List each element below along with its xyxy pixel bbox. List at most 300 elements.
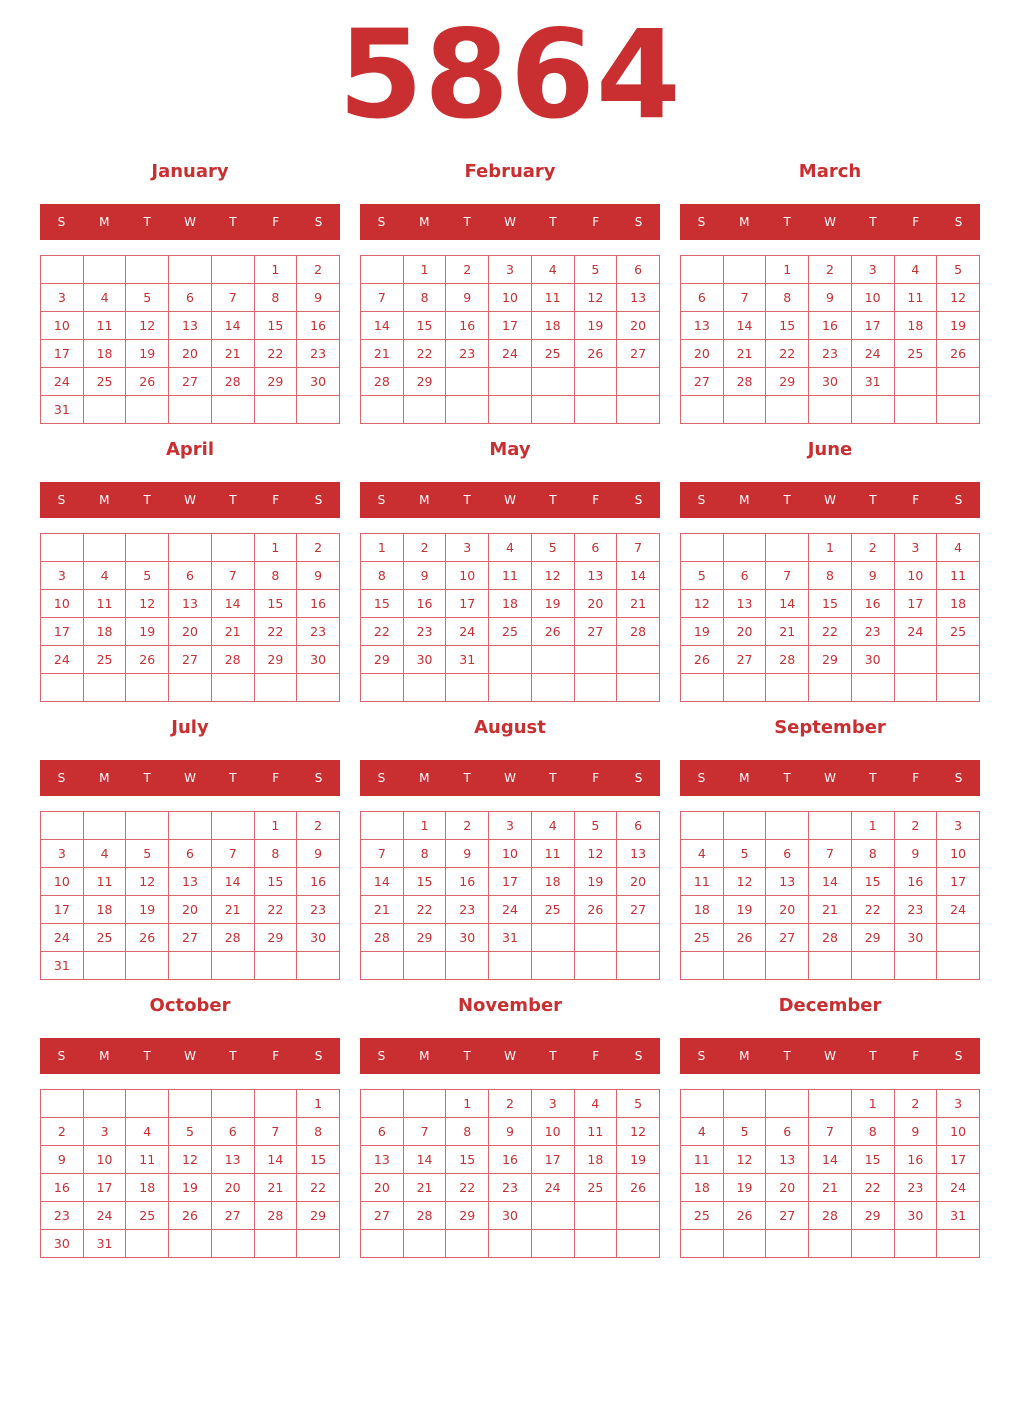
week-row: [41, 340, 340, 368]
day-cell: 26: [574, 340, 617, 368]
day-cell: 6: [169, 562, 212, 590]
weekday-label: F: [272, 215, 280, 229]
weekday-header: [360, 482, 660, 518]
day-cell: 2: [894, 812, 937, 840]
week-row: [681, 1174, 980, 1202]
week-row: [361, 1202, 660, 1230]
day-cell: [446, 952, 489, 980]
day-cell: [489, 1230, 532, 1258]
day-cell: 7: [361, 284, 404, 312]
day-cell: 29: [254, 924, 297, 952]
weekday-label: M: [99, 1049, 110, 1063]
day-cell: [297, 674, 340, 702]
weekday-header: [680, 482, 980, 518]
day-cell: [126, 1090, 169, 1118]
day-cell: 1: [851, 1090, 894, 1118]
day-cell: 19: [723, 1174, 766, 1202]
day-cell: 27: [766, 1202, 809, 1230]
day-cell: [83, 396, 126, 424]
day-cell: [361, 812, 404, 840]
day-cell: 7: [361, 840, 404, 868]
week-row: [361, 396, 660, 424]
day-cell: [361, 1230, 404, 1258]
day-cell: 9: [894, 840, 937, 868]
day-cell: [723, 812, 766, 840]
day-grid: [40, 255, 340, 424]
weekday-label: T: [869, 493, 877, 507]
day-cell: 9: [489, 1118, 532, 1146]
day-cell: [83, 674, 126, 702]
day-cell: [681, 952, 724, 980]
week-row: [681, 952, 980, 980]
day-cell: 8: [254, 840, 297, 868]
day-cell: 28: [723, 368, 766, 396]
day-cell: [126, 952, 169, 980]
month-name: December: [778, 995, 882, 1016]
day-cell: [937, 368, 980, 396]
week-row: [41, 1146, 340, 1174]
day-cell: [489, 952, 532, 980]
day-cell: 27: [169, 646, 212, 674]
day-cell: 7: [766, 562, 809, 590]
weekday-label: S: [314, 1049, 323, 1063]
weekday-label: W: [184, 1049, 196, 1063]
day-cell: [41, 674, 84, 702]
day-cell: 9: [297, 840, 340, 868]
day-cell: 3: [489, 812, 532, 840]
day-cell: 12: [574, 840, 617, 868]
weekday-label: F: [592, 493, 600, 507]
day-cell: [574, 1230, 617, 1258]
weekday-header: [360, 760, 660, 796]
day-cell: [574, 368, 617, 396]
month-name: October: [149, 995, 231, 1016]
weekday-label: S: [954, 215, 963, 229]
week-row: [681, 340, 980, 368]
day-cell: [126, 396, 169, 424]
weekday-label: M: [99, 215, 110, 229]
weekday-header: [40, 1038, 340, 1074]
day-cell: 31: [41, 952, 84, 980]
week-row: [41, 256, 340, 284]
weekday-label: S: [314, 771, 323, 785]
day-cell: 4: [531, 256, 574, 284]
day-cell: 22: [809, 618, 852, 646]
day-cell: 28: [361, 924, 404, 952]
day-cell: [41, 256, 84, 284]
weekday-label: F: [592, 1049, 600, 1063]
weekday-label: T: [549, 771, 557, 785]
weekday-label: T: [783, 215, 791, 229]
day-cell: 28: [403, 1202, 446, 1230]
weekday-header: [680, 760, 980, 796]
day-cell: 16: [403, 590, 446, 618]
month-name: February: [464, 161, 556, 182]
day-cell: 2: [297, 812, 340, 840]
day-cell: 31: [851, 368, 894, 396]
day-cell: [617, 368, 660, 396]
day-cell: 16: [446, 868, 489, 896]
day-grid: [360, 811, 660, 980]
day-cell: 29: [403, 924, 446, 952]
day-cell: [126, 674, 169, 702]
day-cell: [809, 674, 852, 702]
day-cell: 18: [681, 1174, 724, 1202]
day-cell: 27: [361, 1202, 404, 1230]
weekday-label: S: [697, 771, 706, 785]
day-grid: [360, 255, 660, 424]
day-grid: [680, 533, 980, 702]
day-cell: 28: [211, 924, 254, 952]
day-cell: 26: [681, 646, 724, 674]
weekday-label: T: [229, 215, 237, 229]
week-row: [681, 1202, 980, 1230]
day-cell: 16: [851, 590, 894, 618]
day-cell: 30: [809, 368, 852, 396]
day-cell: 4: [83, 840, 126, 868]
day-cell: 16: [894, 868, 937, 896]
day-cell: 26: [574, 896, 617, 924]
month-name: September: [774, 717, 886, 738]
day-cell: 26: [937, 340, 980, 368]
day-cell: [126, 812, 169, 840]
day-cell: 16: [894, 1146, 937, 1174]
weekday-label: T: [463, 771, 471, 785]
day-cell: 29: [766, 368, 809, 396]
day-cell: 30: [41, 1230, 84, 1258]
day-cell: 5: [531, 534, 574, 562]
day-cell: 28: [809, 1202, 852, 1230]
week-row: [361, 256, 660, 284]
week-row: [41, 812, 340, 840]
day-cell: [681, 674, 724, 702]
day-cell: 22: [446, 1174, 489, 1202]
week-row: [41, 312, 340, 340]
day-cell: [41, 1090, 84, 1118]
week-row: [361, 284, 660, 312]
day-cell: 23: [297, 896, 340, 924]
week-row: [681, 896, 980, 924]
day-cell: [574, 646, 617, 674]
day-cell: [361, 256, 404, 284]
day-cell: 26: [531, 618, 574, 646]
day-cell: [531, 646, 574, 674]
day-cell: 16: [809, 312, 852, 340]
week-row: [361, 534, 660, 562]
day-cell: 18: [894, 312, 937, 340]
weekday-label: T: [143, 215, 151, 229]
day-cell: 14: [211, 312, 254, 340]
day-cell: 8: [254, 562, 297, 590]
day-cell: 24: [83, 1202, 126, 1230]
day-cell: 24: [937, 1174, 980, 1202]
day-cell: 8: [403, 284, 446, 312]
day-cell: [809, 812, 852, 840]
day-cell: 23: [297, 618, 340, 646]
day-cell: [723, 674, 766, 702]
day-cell: [169, 534, 212, 562]
week-row: [681, 256, 980, 284]
day-cell: 8: [851, 1118, 894, 1146]
day-cell: 24: [489, 340, 532, 368]
day-cell: [617, 1230, 660, 1258]
day-cell: 23: [403, 618, 446, 646]
weekday-label: W: [184, 771, 196, 785]
weekday-label: S: [57, 493, 66, 507]
day-cell: 5: [723, 1118, 766, 1146]
day-cell: [766, 1090, 809, 1118]
weekday-label: F: [912, 771, 920, 785]
day-cell: 22: [254, 896, 297, 924]
day-cell: [446, 1230, 489, 1258]
day-cell: 31: [41, 396, 84, 424]
day-cell: 25: [83, 646, 126, 674]
day-cell: 10: [937, 1118, 980, 1146]
weekday-label: T: [143, 1049, 151, 1063]
day-cell: 6: [723, 562, 766, 590]
day-cell: 5: [937, 256, 980, 284]
day-cell: 14: [211, 868, 254, 896]
day-cell: [403, 1090, 446, 1118]
week-row: [681, 312, 980, 340]
day-cell: [766, 674, 809, 702]
day-cell: 21: [361, 896, 404, 924]
day-cell: [937, 952, 980, 980]
day-cell: [169, 1230, 212, 1258]
week-row: [41, 618, 340, 646]
day-cell: 20: [574, 590, 617, 618]
day-cell: [169, 674, 212, 702]
week-row: [681, 1230, 980, 1258]
day-cell: 4: [681, 840, 724, 868]
week-row: [681, 812, 980, 840]
day-cell: 19: [723, 896, 766, 924]
day-cell: [766, 534, 809, 562]
weekday-header: [40, 482, 340, 518]
day-cell: 17: [41, 896, 84, 924]
day-cell: 14: [361, 312, 404, 340]
day-cell: 4: [489, 534, 532, 562]
day-cell: 25: [83, 924, 126, 952]
day-cell: 1: [297, 1090, 340, 1118]
day-cell: 4: [574, 1090, 617, 1118]
day-cell: 10: [446, 562, 489, 590]
week-row: [361, 1118, 660, 1146]
day-cell: 12: [617, 1118, 660, 1146]
day-cell: [766, 812, 809, 840]
day-cell: [617, 646, 660, 674]
day-cell: 7: [617, 534, 660, 562]
day-grid: [360, 533, 660, 702]
day-cell: 30: [446, 924, 489, 952]
week-row: [361, 368, 660, 396]
day-cell: 24: [446, 618, 489, 646]
day-cell: 5: [169, 1118, 212, 1146]
day-cell: 15: [297, 1146, 340, 1174]
day-cell: 25: [126, 1202, 169, 1230]
day-cell: 25: [489, 618, 532, 646]
day-cell: [574, 924, 617, 952]
week-row: [41, 1118, 340, 1146]
day-cell: 30: [851, 646, 894, 674]
day-cell: 18: [681, 896, 724, 924]
day-cell: [851, 674, 894, 702]
weekday-label: W: [824, 493, 836, 507]
day-cell: 30: [297, 646, 340, 674]
weekday-label: S: [954, 1049, 963, 1063]
day-cell: 14: [809, 1146, 852, 1174]
day-cell: [489, 646, 532, 674]
weekday-label: T: [463, 1049, 471, 1063]
day-cell: 20: [211, 1174, 254, 1202]
day-cell: 25: [681, 924, 724, 952]
day-cell: [211, 1230, 254, 1258]
day-cell: 2: [851, 534, 894, 562]
weekday-label: S: [954, 771, 963, 785]
day-cell: 12: [126, 868, 169, 896]
day-cell: 1: [446, 1090, 489, 1118]
day-cell: 30: [297, 368, 340, 396]
day-cell: 15: [254, 312, 297, 340]
day-cell: [617, 674, 660, 702]
day-cell: 16: [297, 868, 340, 896]
day-cell: 14: [403, 1146, 446, 1174]
day-cell: [851, 396, 894, 424]
weekday-label: S: [377, 1049, 386, 1063]
day-cell: 6: [617, 812, 660, 840]
weekday-label: S: [697, 1049, 706, 1063]
day-cell: [169, 812, 212, 840]
day-cell: 4: [83, 284, 126, 312]
day-cell: 12: [126, 312, 169, 340]
day-cell: 16: [446, 312, 489, 340]
week-row: [41, 868, 340, 896]
weekday-label: F: [272, 493, 280, 507]
weekday-label: T: [229, 1049, 237, 1063]
day-cell: 9: [297, 562, 340, 590]
day-cell: 2: [297, 534, 340, 562]
day-cell: 17: [489, 868, 532, 896]
day-cell: 3: [937, 1090, 980, 1118]
day-cell: 13: [574, 562, 617, 590]
day-cell: 9: [894, 1118, 937, 1146]
week-row: [361, 590, 660, 618]
weekday-label: S: [314, 215, 323, 229]
day-cell: 13: [169, 312, 212, 340]
day-cell: 13: [681, 312, 724, 340]
weekday-header: [360, 1038, 660, 1074]
day-cell: 26: [723, 924, 766, 952]
day-cell: 25: [531, 896, 574, 924]
weekday-label: S: [314, 493, 323, 507]
day-cell: 27: [723, 646, 766, 674]
day-cell: 13: [361, 1146, 404, 1174]
day-cell: 21: [617, 590, 660, 618]
day-cell: 6: [617, 256, 660, 284]
day-cell: [169, 256, 212, 284]
day-cell: [297, 396, 340, 424]
week-row: [681, 674, 980, 702]
day-cell: [723, 396, 766, 424]
day-cell: 26: [126, 924, 169, 952]
day-cell: 14: [723, 312, 766, 340]
day-cell: [297, 952, 340, 980]
weekday-label: T: [869, 1049, 877, 1063]
week-row: [41, 952, 340, 980]
day-cell: 17: [489, 312, 532, 340]
day-cell: [617, 1202, 660, 1230]
day-cell: 3: [531, 1090, 574, 1118]
day-cell: 15: [403, 868, 446, 896]
day-cell: 12: [723, 1146, 766, 1174]
day-cell: 10: [894, 562, 937, 590]
day-cell: 15: [254, 868, 297, 896]
day-cell: 23: [41, 1202, 84, 1230]
day-cell: [574, 952, 617, 980]
day-cell: 13: [617, 840, 660, 868]
week-row: [41, 924, 340, 952]
month-name: August: [474, 717, 546, 738]
day-grid: [680, 1089, 980, 1258]
day-cell: 6: [169, 284, 212, 312]
week-row: [41, 396, 340, 424]
day-cell: 11: [83, 312, 126, 340]
weekday-label: M: [419, 493, 430, 507]
day-cell: 13: [169, 590, 212, 618]
day-cell: [809, 1090, 852, 1118]
weekday-label: M: [419, 771, 430, 785]
day-cell: [723, 952, 766, 980]
day-cell: 1: [809, 534, 852, 562]
day-cell: 5: [126, 840, 169, 868]
day-cell: [41, 534, 84, 562]
day-cell: 12: [681, 590, 724, 618]
month-name: January: [151, 161, 229, 182]
weekday-label: T: [783, 1049, 791, 1063]
day-cell: 3: [446, 534, 489, 562]
day-cell: 12: [126, 590, 169, 618]
week-row: [361, 674, 660, 702]
day-cell: 3: [41, 840, 84, 868]
weekday-label: M: [419, 215, 430, 229]
day-cell: 4: [937, 534, 980, 562]
day-cell: 17: [83, 1174, 126, 1202]
weekday-label: S: [57, 215, 66, 229]
day-cell: [254, 1090, 297, 1118]
day-cell: [446, 396, 489, 424]
weekday-header: [680, 204, 980, 240]
day-grid: [40, 533, 340, 702]
week-row: [41, 1230, 340, 1258]
day-cell: 6: [361, 1118, 404, 1146]
day-cell: 21: [403, 1174, 446, 1202]
day-cell: 13: [723, 590, 766, 618]
day-cell: [254, 1230, 297, 1258]
day-cell: 2: [489, 1090, 532, 1118]
weekday-label: T: [869, 215, 877, 229]
day-cell: [766, 396, 809, 424]
day-cell: [211, 812, 254, 840]
day-cell: [723, 256, 766, 284]
weekday-label: S: [634, 771, 643, 785]
day-cell: 30: [894, 924, 937, 952]
weekday-label: S: [954, 493, 963, 507]
day-cell: [723, 534, 766, 562]
day-cell: 19: [574, 868, 617, 896]
week-row: [41, 562, 340, 590]
day-cell: [446, 368, 489, 396]
day-cell: 25: [894, 340, 937, 368]
